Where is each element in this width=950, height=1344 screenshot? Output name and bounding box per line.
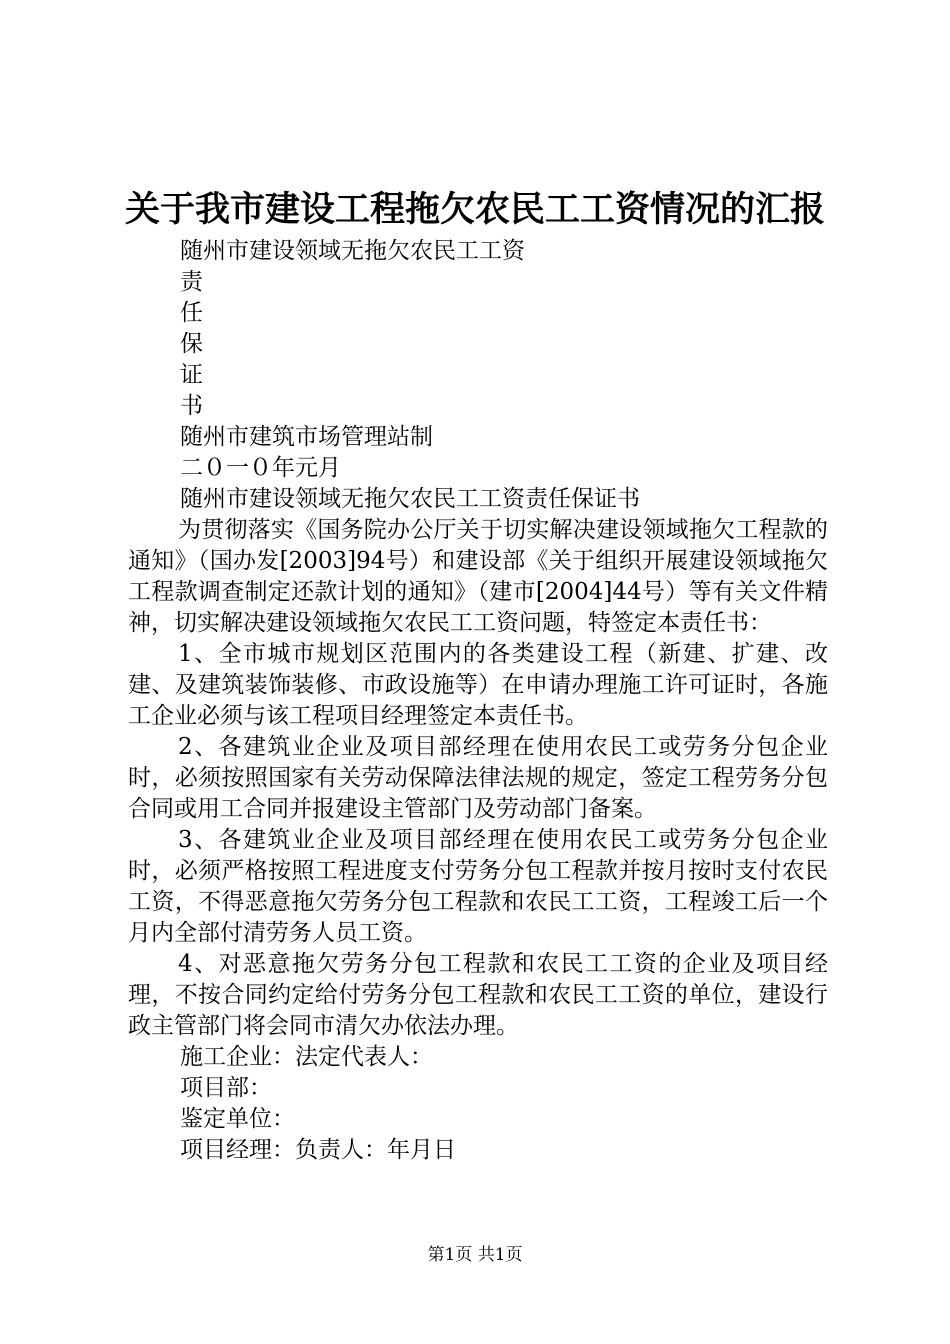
body-paragraph: 2、各建筑业企业及项目部经理在使用农民工或劳务分包企业时，必须按照国家有关劳动保障法律法规的规定，签定工程劳务分包合同或用工合同并报建设主管部门及劳动部门备案。 [128,734,828,822]
body-paragraph: 3、各建筑业企业及项目部经理在使用农民工或劳务分包企业时，必须严格按照工程进度支付劳务分包工程款并按月按时支付农民工资，不得恶意拖欠劳务分包工程款和农民工工资，工程竣工后一个月内全部付清劳务人员工资。 [128,827,828,946]
issuer-line: 随州市建筑市场管理站制 [180,424,433,450]
signature-line: 鉴定单位： [180,1106,295,1132]
page-footer: 第1页 共1页 [427,1245,523,1265]
cover-line: 保 [180,331,203,357]
cover-line: 责 [180,269,203,295]
document-title: 关于我市建设工程拖欠农民工工资情况的汇报 [124,189,825,230]
signature-line: 项目部： [180,1075,272,1101]
date-line: 二０一０年元月 [180,455,341,481]
body-paragraph: 为贯彻落实《国务院办公厅关于切实解决建设领域拖欠工程款的通知》（国办发[2003]94号）和建设部《关于组织开展建设领域拖欠工程款调查制定还款计划的通知》（建市[2004]44号）等有关文件精神，切实解决建设领域拖欠农民工工资问题，特签定本责任书： [128,517,828,636]
subtitle-line: 随州市建设领域无拖欠农民工工资责任保证书 [180,486,640,512]
cover-line: 随州市建设领域无拖欠农民工工资 [180,238,525,264]
signature-line: 施工企业：法定代表人： [180,1044,433,1070]
document-body [128,236,828,1166]
cover-line: 任 [180,300,203,326]
body-paragraph: 4、对恶意拖欠劳务分包工程款和农民工工资的企业及项目经理，不按合同约定给付劳务分包工程款和农民工工资的单位，建设行政主管部门将会同市清欠办依法办理。 [128,951,828,1039]
cover-line: 书 [180,393,203,419]
body-paragraph: 1、全市城市规划区范围内的各类建设工程（新建、扩建、改建、及建筑装饰装修、市政设施等）在申请办理施工许可证时，各施工企业必须与该工程项目经理签定本责任书。 [128,641,828,729]
cover-line: 证 [180,362,203,388]
signature-line: 项目经理：负责人：年月日 [180,1137,456,1163]
